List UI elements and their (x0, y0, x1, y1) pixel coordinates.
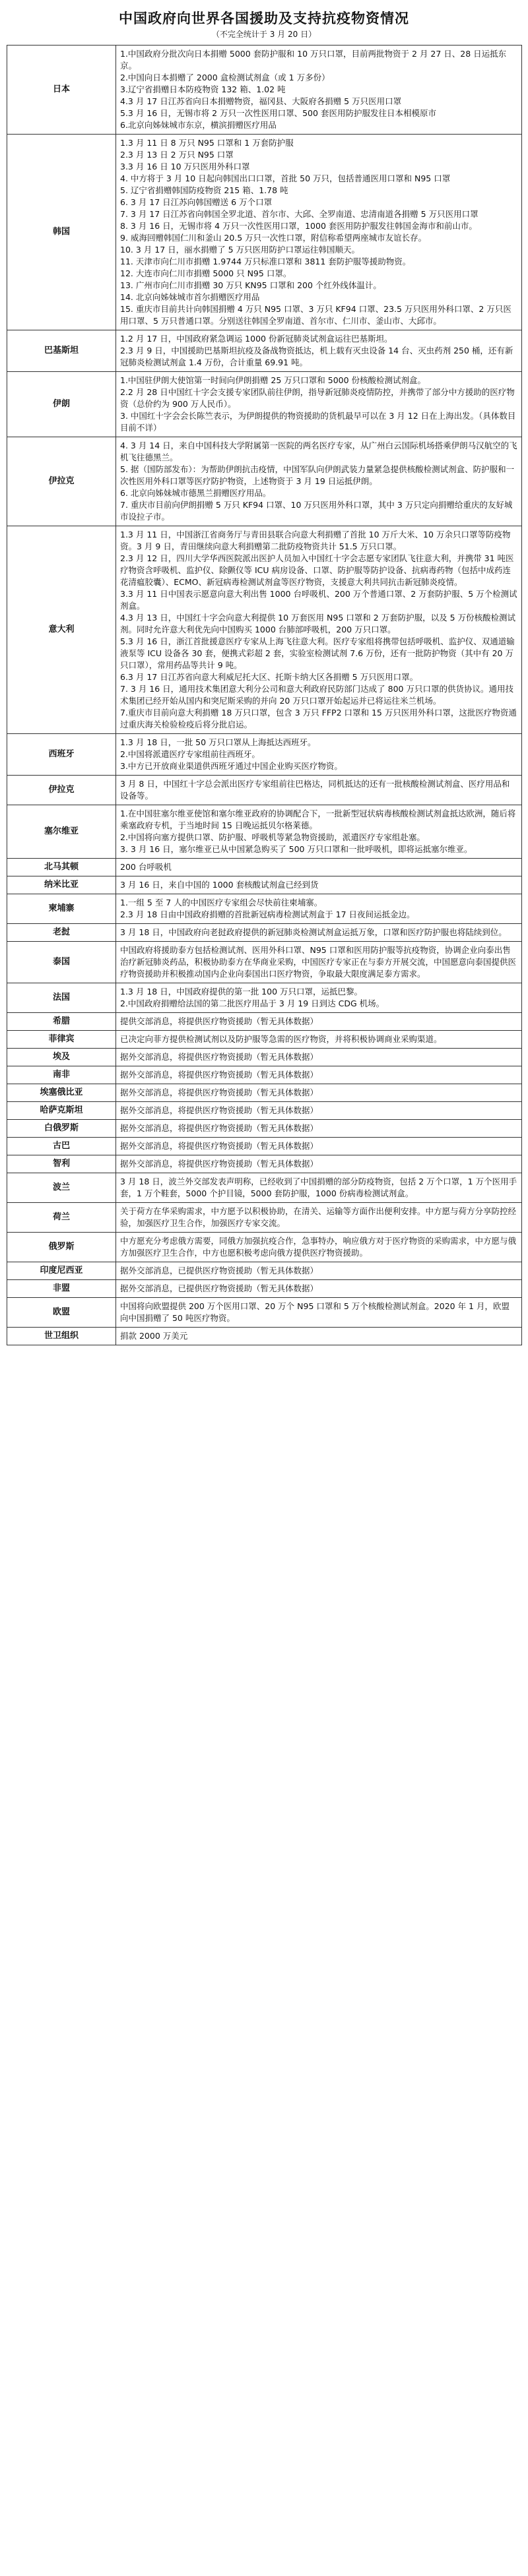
aid-detail-line: 7. 3 月 16 日，通用技术集团意大利分公司和意大利政府民防部门达成了 800 万只口罩的供货协议。通用技术集团已经开始从国内和突尼斯采购的并向 20 万只口罩开始起运并已将运往米兰机场。 (120, 684, 513, 706)
table-row (7, 1049, 522, 1066)
aid-detail-line: 1.中国驻伊朗大使馆第一时间向伊朗捐赠 25 万只口罩和 5000 份核酸检测试剂盒。 (120, 375, 426, 385)
aid-details-cell (116, 1084, 522, 1102)
country-cell: 智利 (7, 1155, 116, 1173)
aid-details-cell (116, 135, 522, 330)
aid-detail-line: 15. 重庆市目前共计向韩国捐赠 4 万只 N95 口罩、3 万只 KF94 口罩、23.5 万只医用外科口罩、2 万只医用口罩、5 万只普通口罩。分别送往韩国全罗南道、首尔市、仁川市、釜山市、大邱市。 (120, 304, 512, 326)
aid-detail-line: 提供交部消息，将提供医疗物资援助（暂无具体数据） (120, 1016, 319, 1026)
country-cell: 纳米比亚 (7, 876, 116, 894)
country-cell: 伊拉克 (7, 437, 116, 526)
aid-detail-line: 据外交部消息，已提供医疗物资援助（暂无具体数据） (120, 1266, 319, 1275)
country-cell: 俄罗斯 (7, 1233, 116, 1262)
country-cell: 北马其顿 (7, 859, 116, 876)
aid-details-cell (116, 924, 522, 942)
aid-detail-line: 1.3 月 11 日，中国浙江省商务厅与青田县联合向意大利捐赠了首批 10 万斤大米、10 万余只口罩等防疫物资。3 月 9 日，青田继续向意大利捐赠第二批防疫物资共计 51.5 万只口罩。 (120, 530, 511, 551)
table-row (7, 942, 522, 983)
country-cell: 巴基斯坦 (7, 330, 116, 372)
aid-detail-line: 3.辽宁省捐赠日本防疫物资 132 箱、1.02 吨 (120, 84, 286, 94)
aid-details-cell (116, 1120, 522, 1138)
aid-detail-line: 3 月 16 日，来自中国的 1000 套核酸试剂盒已经到货 (120, 880, 319, 890)
country-cell: 南非 (7, 1066, 116, 1084)
aid-detail-line: 2.2 月 28 日中国红十字会支援专家团队前往伊朗，指导新冠肺炎疫情防控，并携带了部分中方援助的医疗物资（总价约为 900 万人民币）。 (120, 387, 515, 409)
aid-details-cell (116, 1298, 522, 1328)
aid-detail-line: 7. 3 月 17 日江苏省向韩国全罗北道、首尔市、大邱、全罗南道、忠清南道各捐赠 5 万只医用口罩 (120, 209, 478, 219)
aid-detail-line: 中国政府将援助泰方包括检测试剂、医用外科口罩、N95 口罩和医用防护服等抗疫物资，协调企业向泰出售治疗新冠肺炎药品，积极协助泰方在华商业采购，中国医疗专家正在与泰方开展交流，中国愿意向泰国提供医疗物资援助并积极推动国内企业向泰国出口医疗物资，争取最大限度满足泰方需求。 (120, 945, 517, 979)
aid-detail-line: 中国将向欧盟提供 200 万个医用口罩、20 万个 N95 口罩和 5 万个核酸检测试剂盒。2020 年 1 月，欧盟向中国捐赠了 50 吨医疗物资。 (120, 1301, 510, 1323)
aid-details-cell (116, 776, 522, 805)
table-row (7, 135, 522, 330)
aid-detail-line: 据外交部消息，将提供医疗物资援助（暂无具体数据） (120, 1123, 319, 1133)
aid-detail-line: 7.重庆市目前向意大利捐赠 18 万只口罩，包含 3 万只 FFP2 口罩和 15 万只医用外科口罩，这批医疗物资通过重庆海关检验检疫后将分批启运。 (120, 708, 517, 729)
aid-details-cell (116, 526, 522, 734)
table-row (7, 372, 522, 437)
aid-detail-line: 3. 中国红十字会会长陈竺表示，为伊朗提供的物资援助的货机最早可以在 3 月 12 日在上海出发。（具体数目目前不详） (120, 411, 516, 433)
aid-detail-line: 关于荷方在华采购需求，中方愿予以积极协助，在清关、运输等方面作出便利安排。中方愿与荷方分享防控经验，加强医疗卫生合作，加强医疗专家交流。 (120, 1206, 517, 1228)
aid-detail-line: 2.3 月 12 日，四川大学华西医院派出医护人员加入中国红十字会志愿专家团队飞往意大利，并携带 31 吨医疗物资含呼吸机、监护仪、除颤仪等 ICU 病房设备、口罩、防护服等防护设备、抗病毒药物（包括中成药连花清瘟胶囊）、ECMO、新冠病毒检测试剂盒等医疗物资，支援意大利共同抗击新冠肺炎疫情。 (120, 553, 514, 587)
aid-details-cell (116, 372, 522, 437)
country-cell: 伊拉克 (7, 776, 116, 805)
table-row (7, 1328, 522, 1345)
table-row (7, 1066, 522, 1084)
aid-detail-line: 11. 天津市向仁川市捐赠 1.9744 万只标准口罩和 3811 套防护服等援助物资。 (120, 257, 411, 266)
table-row (7, 734, 522, 776)
aid-details-cell (116, 330, 522, 372)
aid-detail-line: 2.中国将向塞方提供口罩、防护服、呼吸机等紧急物资援助，派遣医疗专家组赴塞。 (120, 832, 425, 842)
table-row (7, 1155, 522, 1173)
aid-table (7, 45, 522, 1345)
aid-detail-line: 10. 3 月 17 日，丽水捐赠了 5 万只医用防护口罩运往韩国顺天。 (120, 245, 360, 255)
aid-detail-line: 4.3 月 17 日江苏省向日本捐赠物资，福冈县、大阪府各捐赠 5 万只医用口罩 (120, 96, 402, 106)
aid-details-cell (116, 1102, 522, 1120)
table-row (7, 924, 522, 942)
table-row (7, 983, 522, 1013)
aid-details-cell (116, 1280, 522, 1298)
country-cell: 埃及 (7, 1049, 116, 1066)
aid-detail-line: 1.一组 5 至 7 人的中国医疗专家组会尽快前往柬埔寨。 (120, 898, 323, 907)
country-cell: 欧盟 (7, 1298, 116, 1328)
aid-details-cell (116, 46, 522, 135)
aid-detail-line: 5. 据（国防部发布）：为帮助伊朗抗击疫情，中国军队向伊朗武装力量紧急提供核酸检测试剂盒、防护服和一次性医用外科口罩等医疗防护物资，上述物资于 3 月 19 日运抵伊朗。 (120, 464, 515, 486)
table-row (7, 1120, 522, 1138)
aid-detail-line: 6. 3 月 17 日江苏向韩国赠送 6 万个口罩 (120, 197, 273, 207)
page-title: 中国政府向世界各国援助及支持抗疫物资情况 (119, 11, 409, 26)
aid-detail-line: 据外交部消息，将提供医疗物资援助（暂无具体数据） (120, 1141, 319, 1151)
aid-detail-line: 1.3 月 18 日，中国政府提供的第一批 100 万只口罩，运抵巴黎。 (120, 987, 363, 997)
aid-detail-line: 据外交部消息，将提供医疗物资援助（暂无具体数据） (120, 1159, 319, 1169)
aid-details-cell (116, 1233, 522, 1262)
aid-detail-line: 3.3 月 16 日 10 万只医用外科口罩 (120, 162, 250, 171)
aid-detail-line: 3.中方已开放商业渠道供西班牙通过中国企业购买医疗物资。 (120, 761, 343, 771)
table-row (7, 526, 522, 734)
aid-details-cell (116, 1262, 522, 1280)
aid-detail-line: 5.3 月 16 日，浙江首批援意医疗专家从上海飞往意大利。医疗专家组将携带包括呼吸机、监护仪、双通道输液泵等 ICU 设备各 30 套，便携式彩超 2 套，实验室检测试剂 7.6 万份，还有一批防护物资（其中有 20 万只口罩），常用药品等共计 9 吨。 (120, 636, 515, 670)
table-row (7, 1262, 522, 1280)
country-cell: 伊朗 (7, 372, 116, 437)
aid-details-cell (116, 1138, 522, 1155)
country-cell: 希腊 (7, 1013, 116, 1031)
country-cell: 法国 (7, 983, 116, 1013)
country-cell: 白俄罗斯 (7, 1120, 116, 1138)
aid-detail-line: 1.中国政府分批次向日本捐赠 5000 套防护服和 10 万只口罩，目前两批物资于 2 月 27 日、28 日运抵东京。 (120, 49, 507, 71)
aid-detail-line: 2.中国政府捐赠给法国的第二批医疗用品于 3 月 19 日到达 CDG 机场。 (120, 998, 385, 1008)
aid-detail-line: 5.3 月 16 日，无锡市将 2 万只一次性医用口罩、500 套医用防护服发往日本相模原市 (120, 108, 436, 118)
aid-detail-line: 13. 广州市向仁川市捐赠 30 万只 KN95 口罩和 200 个红外线体温计。 (120, 280, 381, 290)
aid-details-cell (116, 1328, 522, 1345)
aid-detail-line: 据外交部消息，已提供医疗物资援助（暂无具体数据） (120, 1283, 319, 1293)
country-cell: 泰国 (7, 942, 116, 983)
aid-details-cell (116, 437, 522, 526)
country-cell: 世卫组织 (7, 1328, 116, 1345)
aid-details-cell (116, 734, 522, 776)
aid-detail-line: 4. 3 月 14 日，来自中国科技大学附属第一医院的两名医疗专家，从广州白云国际机场搭乘伊朗马汉航空的飞机飞往德黑兰。 (120, 441, 517, 462)
aid-details-cell (116, 1049, 522, 1066)
aid-detail-line: 1.3 月 18 日，一批 50 万只口罩从上海抵达西班牙。 (120, 737, 316, 747)
table-row (7, 894, 522, 924)
country-cell: 日本 (7, 46, 116, 135)
country-cell: 非盟 (7, 1280, 116, 1298)
country-cell: 老挝 (7, 924, 116, 942)
table-row (7, 1102, 522, 1120)
country-cell: 波兰 (7, 1173, 116, 1203)
aid-detail-line: 中方愿充分考虑俄方需要，同俄方加强抗疫合作，急事特办，响应俄方对于医疗物资的采购需求，中方愿与俄方加强医疗卫生合作，中方也愿积极考虑向俄方提供医疗物资援助。 (120, 1236, 517, 1258)
aid-detail-line: 6. 北京向姊妹城市德黑兰捐赠医疗用品。 (120, 488, 271, 498)
table-row (7, 1280, 522, 1298)
aid-detail-line: 2.中国向日本捐赠了 2000 盒检测试剂盒（或 1 万多份） (120, 73, 330, 82)
aid-details-cell (116, 805, 522, 859)
aid-detail-line: 3 月 18 日，中国政府向老挝政府提供的新冠肺炎检测试剂盒运抵万象，口罩和医疗防护服也将陆续到位。 (120, 927, 507, 937)
country-cell: 哈萨克斯坦 (7, 1102, 116, 1120)
table-row (7, 1084, 522, 1102)
aid-detail-line: 据外交部消息，将提供医疗物资援助（暂无具体数据） (120, 1088, 319, 1097)
table-row (7, 1203, 522, 1233)
aid-detail-line: 14. 北京向姊妹城市首尔捐赠医疗用品 (120, 292, 260, 302)
table-row (7, 1233, 522, 1262)
table-row (7, 1173, 522, 1203)
aid-table-body (7, 46, 522, 1345)
aid-detail-line: 12. 大连市向仁川市捐赠 5000 只 N95 口罩。 (120, 268, 292, 278)
aid-details-cell (116, 1173, 522, 1203)
aid-detail-line: 4.3 月 13 日，中国红十字会向意大利提供 10 万套医用 N95 口罩和 2 万套防护服，以及 5 万份核酸检测试剂。同时允许意大利优先向中国购买 1000 台肺部呼吸机，200 万只口罩。 (120, 613, 516, 634)
country-cell: 意大利 (7, 526, 116, 734)
aid-detail-line: 1.2 月 17 日，中国政府紧急调运 1000 份新冠肺炎试剂盒运往巴基斯坦。 (120, 334, 393, 344)
aid-details-cell (116, 983, 522, 1013)
aid-details-cell (116, 1203, 522, 1233)
country-cell: 塞尔维亚 (7, 805, 116, 859)
aid-detail-line: 3 月 18 日，波兰外交部发表声明称，已经收到了中国捐赠的部分防疫物资，包括 2 万个口罩，1 万个医用手套，1 万个鞋套，5000 个护目镜，5000 套防护服，1000 份病毒检测试剂盒。 (120, 1177, 517, 1198)
table-row (7, 1298, 522, 1328)
table-row (7, 1138, 522, 1155)
aid-detail-line: 4. 中方将于 3 月 10 日起向韩国出口口罩，首批 50 万只，包括普通医用口罩和 N95 口罩 (120, 173, 451, 183)
country-cell: 菲律宾 (7, 1031, 116, 1049)
aid-details-cell (116, 1155, 522, 1173)
aid-detail-line: 3 月 8 日，中国红十字总会派出医疗专家组前往巴格达，同机抵达的还有一批核酸检测试剂盒、医疗用品和设备等。 (120, 779, 510, 801)
table-row (7, 876, 522, 894)
aid-detail-line: 2.3 月 18 日由中国政府捐赠的首批新冠病毒检测试剂盒于 17 日夜间运抵金边。 (120, 909, 415, 919)
aid-detail-line: 200 台呼吸机 (120, 862, 172, 872)
aid-detail-line: 2.3 月 9 日，中国援助巴基斯坦抗疫及备战物资抵达，机上载有灭虫设备 14 台、灭虫药剂 250 桶，还有新冠肺炎检测试剂盒 1.4 万份，合计重量 69.91 吨。 (120, 346, 513, 367)
aid-detail-line: 2.3 月 13 日 2 万只 N95 口罩 (120, 150, 234, 160)
country-cell: 韩国 (7, 135, 116, 330)
table-row (7, 437, 522, 526)
table-row (7, 1031, 522, 1049)
aid-details-cell (116, 894, 522, 924)
table-row (7, 776, 522, 805)
aid-detail-line: 捐款 2000 万美元 (120, 1331, 188, 1341)
aid-detail-line: 3.3 月 11 日中国表示愿意向意大利出售 1000 台呼吸机、200 万个普通口罩、2 万套防护服、5 万个检测试剂盒。 (120, 589, 517, 611)
table-row (7, 859, 522, 876)
aid-details-cell (116, 859, 522, 876)
country-cell: 柬埔寨 (7, 894, 116, 924)
aid-detail-line: 5. 辽宁省捐赠韩国防疫物资 215 箱、1.78 吨 (120, 185, 288, 195)
aid-details-cell (116, 876, 522, 894)
table-row (7, 1013, 522, 1031)
aid-detail-line: 已决定向菲方提供检测试剂以及防护服等急需的医疗物资，并将积极协调商业采购渠道。 (120, 1034, 442, 1044)
aid-details-cell (116, 1013, 522, 1031)
aid-detail-line: 据外交部消息，将提供医疗物资援助（暂无具体数据） (120, 1052, 319, 1062)
aid-detail-line: 据外交部消息，将提供医疗物资援助（暂无具体数据） (120, 1105, 319, 1115)
table-row (7, 46, 522, 135)
aid-detail-line: 2.中国将派遣医疗专家组前往西班牙。 (120, 749, 260, 759)
aid-detail-line: 8. 3 月 16 日，无锡市将 4 万只一次性医用口罩，1000 套医用防护服发往韩国金海市和前山市。 (120, 221, 477, 231)
aid-detail-line: 3. 3 月 16 日，塞尔维亚已从中国紧急购买了 500 万只口罩和一批呼吸机，即将运抵塞尔维亚。 (120, 844, 473, 854)
table-row (7, 805, 522, 859)
aid-detail-line: 7. 重庆市目前向伊朗捐赠 5 万只 KF94 口罩、10 万只医用外科口罩，其中 3 万只定向捐赠给重庆的友好城市设拉子市。 (120, 500, 513, 522)
aid-details-cell (116, 942, 522, 983)
page-subtitle: （不完全统计于 3 月 20 日） (211, 30, 317, 39)
aid-detail-line: 1.在中国驻塞尔维亚使馆和塞尔维亚政府的协调配合下，一批新型冠状病毒核酸检测试剂盒抵达欧洲，随后将乘塞政府专机，于当地时间 15 日晚运抵贝尔格莱德。 (120, 809, 516, 830)
aid-detail-line: 6.北京向姊妹城市东京，横滨捐赠医疗用品 (120, 120, 277, 130)
country-cell: 荷兰 (7, 1203, 116, 1233)
country-cell: 印度尼西亚 (7, 1262, 116, 1280)
aid-detail-line: 据外交部消息，将提供医疗物资援助（暂无具体数据） (120, 1070, 319, 1080)
country-cell: 古巴 (7, 1138, 116, 1155)
table-row (7, 330, 522, 372)
country-cell: 西班牙 (7, 734, 116, 776)
aid-details-cell (116, 1066, 522, 1084)
aid-detail-line: 1.3 月 11 日 8 万只 N95 口罩和 1 万套防护服 (120, 138, 294, 148)
country-cell: 埃塞俄比亚 (7, 1084, 116, 1102)
aid-detail-line: 6.3 月 17 日江苏省向意大利威尼托大区、托斯卡纳大区各捐赠 5 万只医用口罩。 (120, 672, 418, 682)
aid-details-cell (116, 1031, 522, 1049)
aid-detail-line: 9. 威海回赠韩国仁川和釜山 20.5 万只一次性口罩，附信称希望两座城市友谊长存。 (120, 233, 427, 243)
